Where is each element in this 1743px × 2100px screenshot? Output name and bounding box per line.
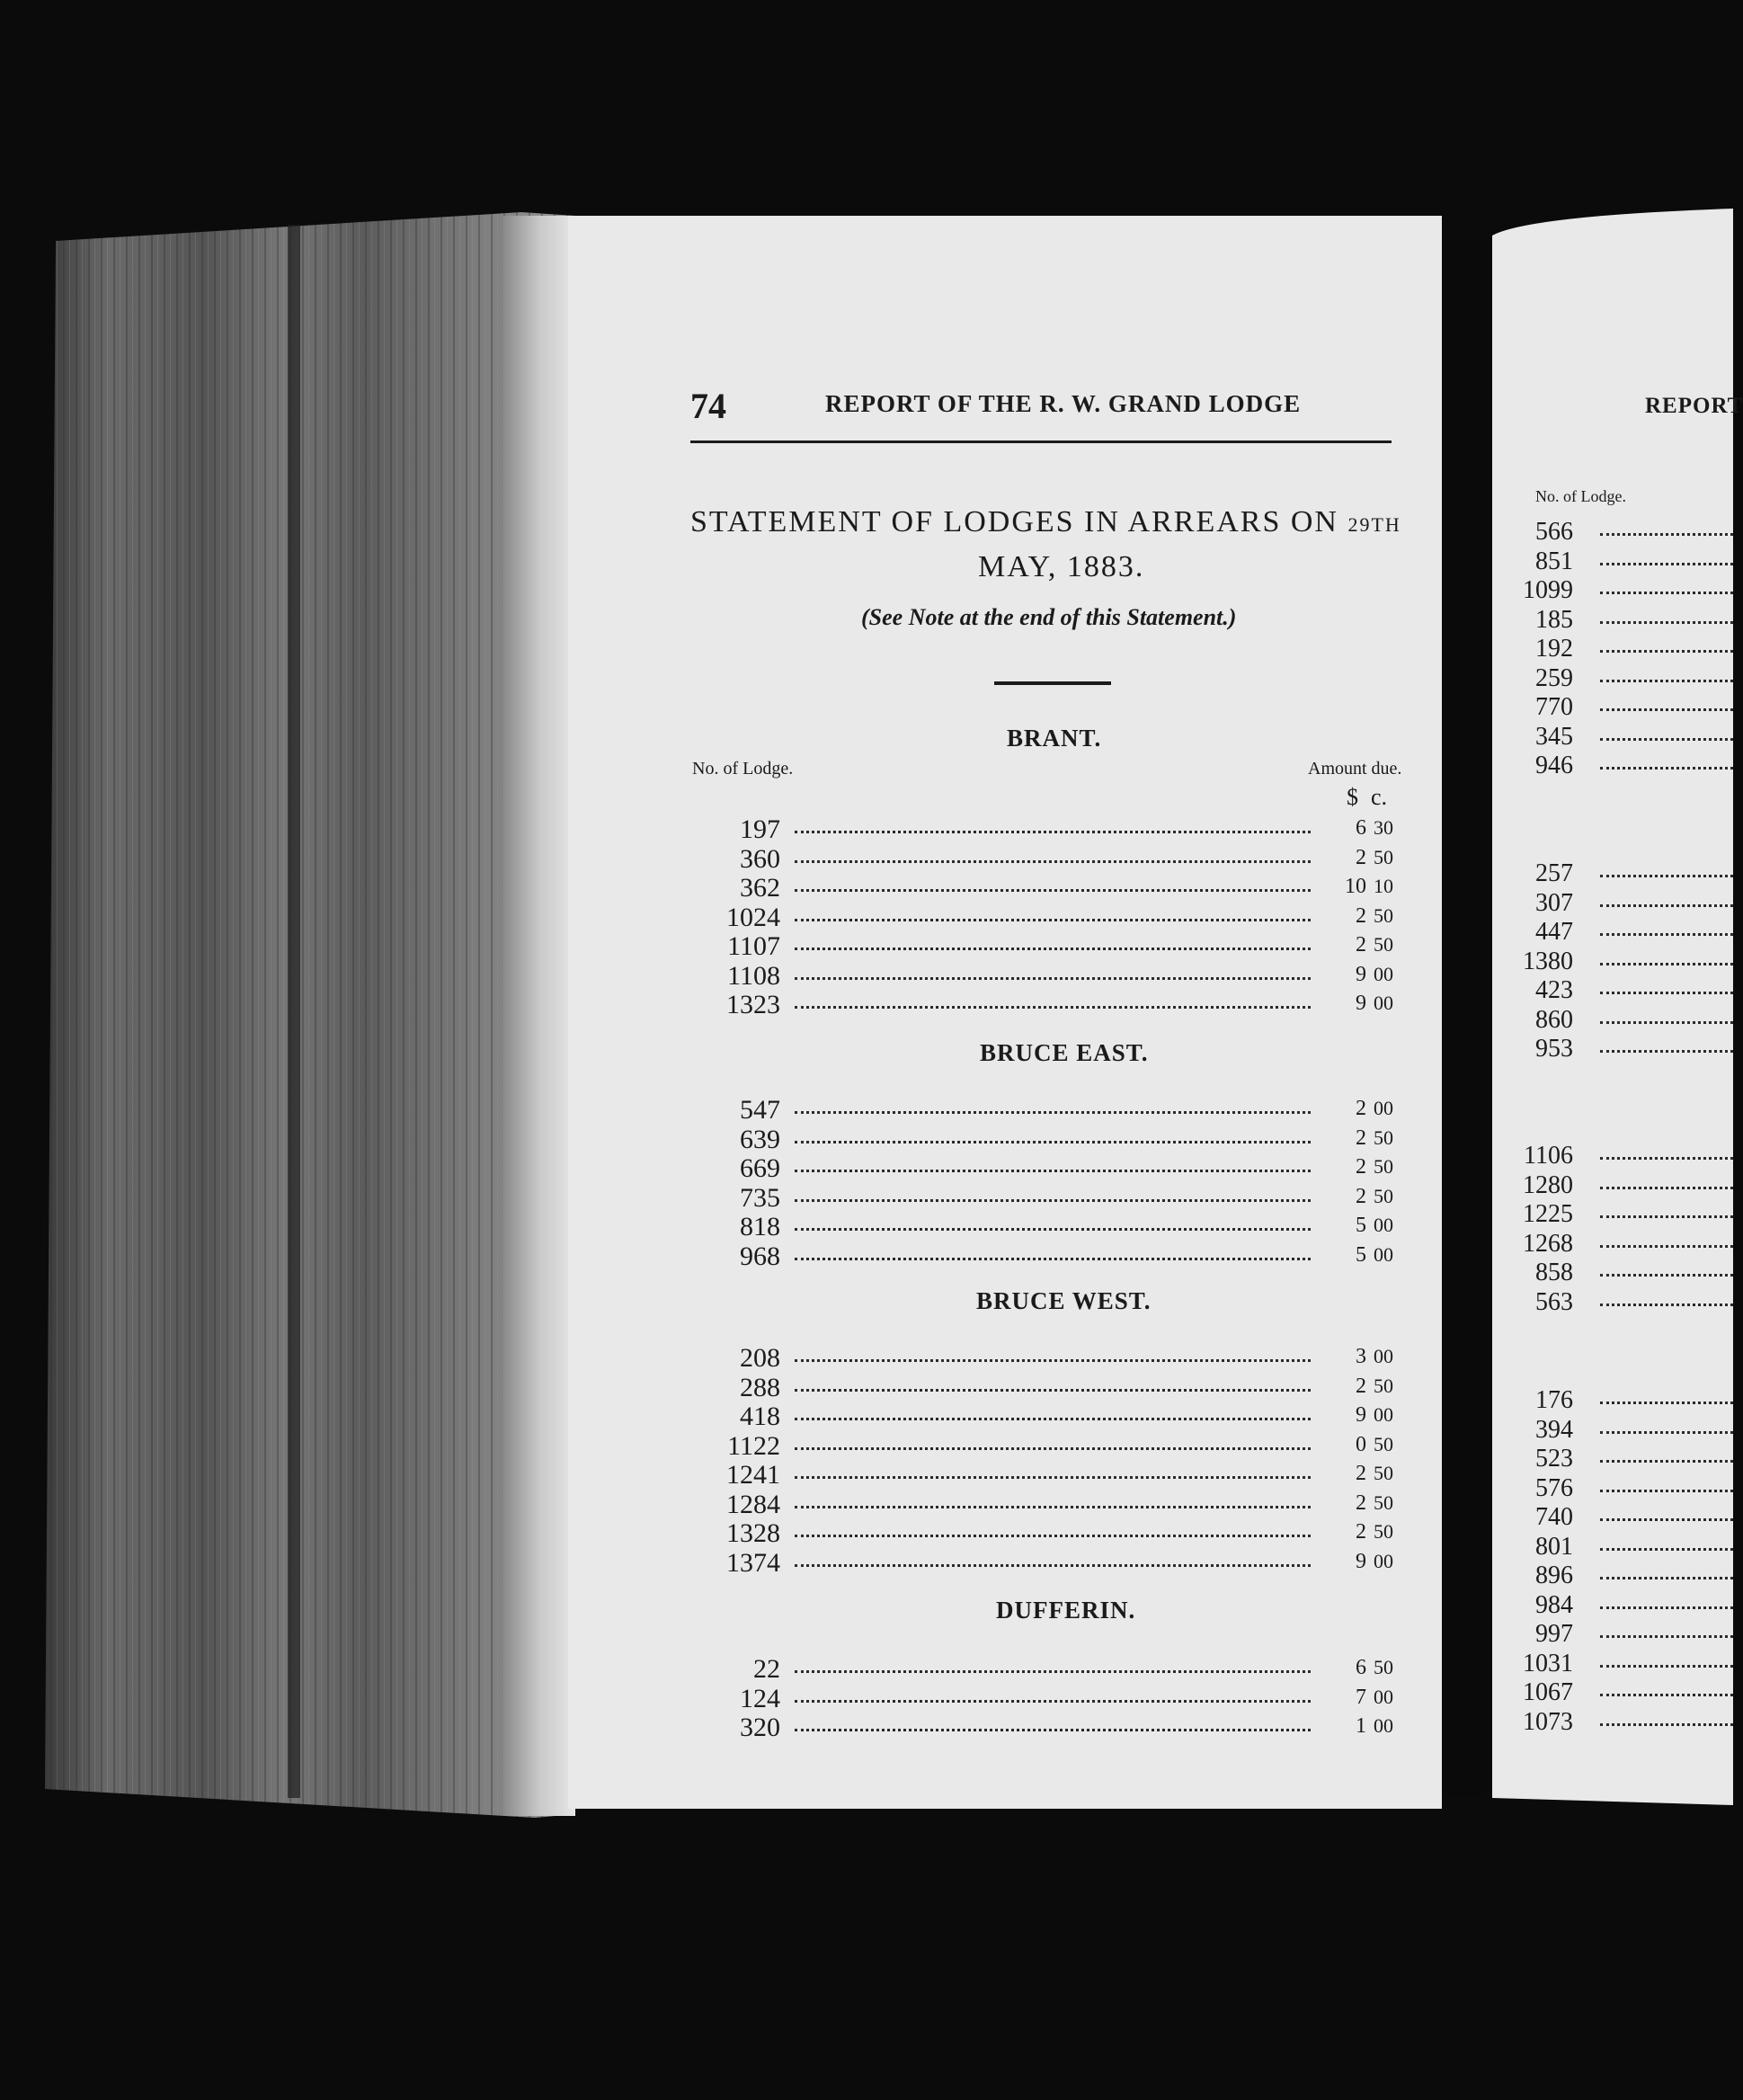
arrears-row: [690, 1654, 1401, 1683]
amount-dollars: 10: [1345, 875, 1366, 898]
dot-leaders: [795, 1418, 1311, 1420]
dot-leaders: [795, 1006, 1311, 1009]
amount-cents: 00: [1374, 992, 1393, 1014]
dot-leaders: [1600, 1548, 1733, 1551]
amount-cents: 50: [1374, 1432, 1393, 1455]
right-page: [1492, 216, 1743, 1807]
arrears-row: [690, 1713, 1401, 1741]
dot-leaders: [1600, 904, 1733, 907]
right-lodge-row: [1501, 693, 1733, 720]
amount-cents: 00: [1374, 1685, 1393, 1708]
amount-dollars: 2: [1356, 1155, 1366, 1179]
lodge-number: 946: [1535, 752, 1573, 779]
lodge-number: 362: [740, 873, 780, 903]
dot-leaders: [1600, 1635, 1733, 1638]
lodge-number: 1280: [1523, 1170, 1573, 1199]
dot-leaders: [1600, 875, 1733, 877]
amount-cents: 50: [1374, 1462, 1393, 1484]
lodge-number: 669: [740, 1153, 780, 1183]
right-lodge-row: [1501, 518, 1733, 545]
arrears-row: [690, 1241, 1401, 1270]
lodge-number: 1323: [726, 990, 780, 1019]
arrears-row: [690, 1460, 1401, 1489]
lodge-number: 423: [1535, 976, 1573, 1004]
lodge-number: 1107: [727, 931, 780, 961]
statement-note: (See Note at the end of this Statement.): [861, 604, 1237, 630]
amount-dollars: 2: [1356, 1374, 1366, 1398]
lodge-number: 257: [1535, 859, 1573, 887]
section-heading: DUFFERIN.: [996, 1597, 1136, 1624]
title-date: 29TH: [1347, 513, 1401, 536]
lodge-number: 307: [1535, 888, 1573, 917]
right-lodge-row: [1501, 664, 1733, 691]
right-lodge-row: [1501, 1678, 1733, 1705]
dot-leaders: [795, 1506, 1311, 1508]
arrears-row: [690, 873, 1401, 902]
amount-cents: 50: [1374, 845, 1393, 868]
dot-leaders: [1600, 592, 1733, 594]
dot-leaders: [795, 1228, 1311, 1231]
dot-leaders: [1600, 708, 1733, 711]
arrears-row: [690, 1490, 1401, 1518]
lodge-number: 968: [740, 1241, 780, 1271]
running-head: REPORT OF THE R. W. GRAND LODGE: [825, 390, 1302, 417]
lodge-number: 208: [740, 1343, 780, 1373]
amount-dollars: 2: [1356, 1490, 1366, 1515]
arrears-row: [690, 961, 1401, 990]
right-lodge-row: [1501, 547, 1733, 574]
dot-leaders: [1600, 738, 1733, 741]
dot-leaders: [795, 1670, 1311, 1673]
right-lodge-row: [1501, 606, 1733, 633]
header-rule: [690, 440, 1392, 443]
dot-leaders: [1600, 992, 1733, 994]
lodge-number: 1031: [1523, 1649, 1573, 1677]
right-lodge-row: [1501, 1006, 1733, 1033]
arrears-row: [690, 1401, 1401, 1430]
left-page: [575, 216, 1438, 1807]
right-lodge-row: [1501, 1416, 1733, 1443]
right-lodge-row: [1501, 723, 1733, 750]
arrears-row: [690, 1373, 1401, 1401]
dot-leaders: [1600, 1157, 1733, 1160]
right-lodge-row: [1501, 635, 1733, 662]
lodge-number: 770: [1535, 693, 1573, 721]
lodge-number: 997: [1535, 1620, 1573, 1648]
arrears-row: [690, 1095, 1401, 1124]
dot-leaders: [1600, 767, 1733, 770]
right-lodge-row: [1501, 976, 1733, 1003]
dot-leaders: [795, 1535, 1311, 1537]
dot-leaders: [1600, 1490, 1733, 1492]
lodge-number: 1073: [1523, 1707, 1573, 1736]
right-lodge-row: [1501, 1503, 1733, 1530]
lodge-number: 360: [740, 843, 780, 874]
section-heading: BRANT.: [1007, 725, 1102, 752]
right-lodge-row: [1501, 1474, 1733, 1501]
lodge-number: 176: [1535, 1386, 1573, 1414]
dot-leaders: [795, 1111, 1311, 1114]
lodge-number: 259: [1535, 663, 1573, 692]
arrears-row: [690, 814, 1401, 843]
right-lodge-row: [1501, 1386, 1733, 1413]
dot-leaders: [795, 1700, 1311, 1703]
amount-dollars: 9: [1356, 992, 1366, 1015]
dot-leaders: [795, 1564, 1311, 1567]
amount-dollars: 2: [1356, 1097, 1366, 1120]
right-lodge-row: [1501, 1035, 1733, 1062]
lodge-number: 801: [1535, 1532, 1573, 1561]
right-column-header-lodge: No. of Lodge.: [1535, 487, 1626, 505]
amount-cents: 50: [1374, 1184, 1393, 1207]
title-line-1: STATEMENT OF LODGES IN ARREARS ON: [690, 505, 1338, 538]
amount-cents: 00: [1374, 1549, 1393, 1572]
lodge-number: 1328: [726, 1518, 780, 1548]
dot-leaders: [795, 977, 1311, 980]
amount-cents: 50: [1374, 1126, 1393, 1149]
arrears-row: [690, 931, 1401, 960]
dot-leaders: [795, 831, 1311, 833]
arrears-row: [690, 1125, 1401, 1153]
lodge-number: 320: [740, 1713, 780, 1742]
dot-leaders: [1600, 533, 1733, 536]
dot-leaders: [795, 1258, 1311, 1260]
amount-cents: 00: [1374, 1714, 1393, 1737]
dot-leaders: [1600, 1694, 1733, 1696]
amount-dollars: 5: [1356, 1214, 1366, 1237]
dot-leaders: [1600, 650, 1733, 653]
right-lodge-row: [1501, 752, 1733, 779]
dot-leaders: [1600, 933, 1733, 936]
right-lodge-row: [1501, 1288, 1733, 1315]
right-lodge-row: [1501, 1591, 1733, 1618]
amount-cents: 00: [1374, 962, 1393, 985]
dot-leaders: [795, 1729, 1311, 1731]
lodge-number: 858: [1535, 1259, 1573, 1286]
dot-leaders: [1600, 1723, 1733, 1726]
amount-cents: 50: [1374, 1656, 1393, 1678]
lodge-number: 851: [1535, 547, 1573, 575]
amount-dollars: 2: [1356, 1184, 1366, 1208]
right-running-head: REPORT: [1645, 394, 1743, 418]
lodge-number: 345: [1535, 722, 1573, 751]
dot-leaders: [1600, 1304, 1733, 1306]
lodge-number: 576: [1535, 1473, 1573, 1502]
arrears-row: [690, 1548, 1401, 1577]
dot-leaders: [1600, 963, 1733, 965]
column-units: [1347, 784, 1400, 811]
right-lodge-row: [1501, 859, 1733, 886]
dot-leaders: [795, 860, 1311, 863]
lodge-number: 1108: [727, 960, 780, 991]
dot-leaders: [1600, 1665, 1733, 1668]
amount-dollars: 2: [1356, 1520, 1366, 1544]
dot-leaders: [1600, 1245, 1733, 1248]
arrears-row: [690, 990, 1401, 1019]
right-lodge-row: [1501, 948, 1733, 974]
right-lodge-row: [1501, 1200, 1733, 1227]
lodge-number: 1024: [726, 902, 780, 932]
lodge-number: 192: [1535, 635, 1573, 663]
amount-dollars: 2: [1356, 903, 1366, 928]
right-lodge-row: [1501, 1230, 1733, 1257]
amount-dollars: 2: [1356, 1462, 1366, 1485]
amount-cents: 50: [1374, 1374, 1393, 1397]
dot-leaders: [795, 1359, 1311, 1362]
right-lodge-row: [1501, 1562, 1733, 1588]
amount-cents: 00: [1374, 1242, 1393, 1266]
arrears-row: [690, 1684, 1401, 1713]
lodge-number: 860: [1535, 1005, 1573, 1034]
lodge-number: 1284: [726, 1489, 780, 1519]
amount-dollars: 6: [1356, 816, 1366, 840]
amount-cents: 50: [1374, 1520, 1393, 1543]
arrears-row: [690, 903, 1401, 931]
amount-cents: 50: [1374, 903, 1393, 927]
arrears-row: [690, 844, 1401, 873]
arrears-row: [690, 1343, 1401, 1372]
dot-leaders: [795, 1170, 1311, 1172]
dot-leaders: [1600, 1606, 1733, 1609]
amount-dollars: 2: [1356, 845, 1366, 869]
amount-cents: 50: [1374, 1155, 1393, 1178]
amount-dollars: 7: [1356, 1685, 1366, 1709]
dot-leaders: [1600, 1577, 1733, 1579]
statement-title: [690, 505, 1401, 539]
right-lodge-row: [1501, 1445, 1733, 1472]
amount-dollars: 9: [1356, 1403, 1366, 1427]
arrears-row: [690, 1183, 1401, 1212]
dot-leaders: [795, 889, 1311, 892]
lodge-number: 197: [740, 814, 780, 844]
amount-dollars: 1: [1356, 1714, 1366, 1738]
amount-cents: 00: [1374, 1403, 1393, 1426]
amount-cents: 50: [1374, 1490, 1393, 1514]
arrears-row: [690, 1518, 1401, 1547]
dot-leaders: [1600, 1431, 1733, 1434]
section-heading: BRUCE WEST.: [976, 1287, 1152, 1314]
lodge-number: 523: [1535, 1445, 1573, 1473]
right-lodge-row: [1501, 1259, 1733, 1286]
section-heading: BRUCE EAST.: [980, 1039, 1149, 1066]
amount-dollars: 2: [1356, 933, 1366, 957]
right-lodge-row: [1501, 1171, 1733, 1198]
amount-cents: 30: [1374, 816, 1393, 839]
right-lodge-row: [1501, 576, 1733, 603]
dot-leaders: [1600, 1460, 1733, 1463]
right-lodge-row: [1501, 1533, 1733, 1560]
amount-dollars: 3: [1356, 1345, 1366, 1368]
lodge-number: 288: [740, 1372, 780, 1402]
arrears-row: [690, 1431, 1401, 1460]
amount-dollars: 6: [1356, 1656, 1366, 1679]
binding-gutter: [1442, 239, 1492, 1797]
lodge-number: 740: [1535, 1503, 1573, 1531]
column-header-lodge: No. of Lodge.: [692, 759, 794, 779]
lodge-number: 1099: [1523, 576, 1573, 604]
lodge-number: 1380: [1523, 947, 1573, 975]
lodge-number: 639: [740, 1124, 780, 1154]
lodge-number: 394: [1535, 1415, 1573, 1444]
lodge-number: 818: [740, 1212, 780, 1241]
lodge-number: 1225: [1523, 1200, 1573, 1228]
amount-dollars: 9: [1356, 962, 1366, 986]
dot-leaders: [1600, 621, 1733, 624]
dot-leaders: [795, 1476, 1311, 1479]
dot-leaders: [795, 1447, 1311, 1450]
amount-dollars: 5: [1356, 1242, 1366, 1267]
title-rule: [994, 681, 1111, 685]
amount-dollars: 9: [1356, 1549, 1366, 1573]
column-header-amount: Amount due.: [1308, 759, 1402, 779]
lodge-number: 418: [740, 1401, 780, 1431]
dot-leaders: [1600, 563, 1733, 565]
amount-cents: 00: [1374, 1345, 1393, 1367]
lodge-number: 896: [1535, 1562, 1573, 1589]
lodge-number: 953: [1535, 1035, 1573, 1063]
right-lodge-row: [1501, 1708, 1733, 1735]
amount-dollars: 0: [1356, 1432, 1366, 1456]
amount-dollars: 2: [1356, 1126, 1366, 1150]
lodge-number: 547: [740, 1095, 780, 1125]
dot-leaders: [1600, 1518, 1733, 1521]
right-lodge-row: [1501, 1620, 1733, 1647]
right-lodge-row: [1501, 1650, 1733, 1677]
amount-cents: 50: [1374, 933, 1393, 956]
lodge-number: 185: [1535, 605, 1573, 634]
lodge-number: 124: [740, 1683, 780, 1713]
amount-cents: 00: [1374, 1097, 1393, 1119]
unit-dollars: $: [1347, 784, 1358, 810]
arrears-row: [690, 1212, 1401, 1241]
dot-leaders: [795, 1199, 1311, 1202]
lodge-number: 566: [1535, 518, 1573, 546]
lodge-number: 1268: [1523, 1229, 1573, 1258]
right-lodge-row: [1501, 1142, 1733, 1169]
dot-leaders: [1600, 1021, 1733, 1024]
right-lodge-row: [1501, 889, 1733, 916]
title-line-2: MAY, 1883.: [978, 550, 1145, 583]
dot-leaders: [1600, 1401, 1733, 1404]
page-number: 74: [690, 386, 726, 426]
dot-leaders: [1600, 1187, 1733, 1189]
arrears-row: [690, 1153, 1401, 1182]
dot-leaders: [1600, 1215, 1733, 1218]
lodge-number: 1374: [726, 1547, 780, 1578]
dot-leaders: [795, 948, 1311, 950]
amount-cents: 00: [1374, 1214, 1393, 1236]
lodge-number: 1122: [727, 1430, 780, 1461]
dot-leaders: [1600, 1050, 1733, 1053]
dot-leaders: [795, 1141, 1311, 1143]
lodge-number: 447: [1535, 918, 1573, 946]
lodge-number: 984: [1535, 1590, 1573, 1619]
amount-cents: 10: [1374, 875, 1393, 897]
lodge-number: 1067: [1523, 1678, 1573, 1706]
unit-cents: c.: [1371, 784, 1388, 810]
dot-leaders: [1600, 680, 1733, 682]
dot-leaders: [795, 1389, 1311, 1392]
lodge-number: 735: [740, 1182, 780, 1213]
dot-leaders: [1600, 1274, 1733, 1277]
right-lodge-row: [1501, 918, 1733, 945]
dot-leaders: [795, 919, 1311, 921]
lodge-number: 563: [1535, 1287, 1573, 1316]
lodge-number: 22: [753, 1654, 780, 1684]
lodge-number: 1241: [726, 1460, 780, 1490]
lodge-number: 1106: [1524, 1142, 1573, 1170]
